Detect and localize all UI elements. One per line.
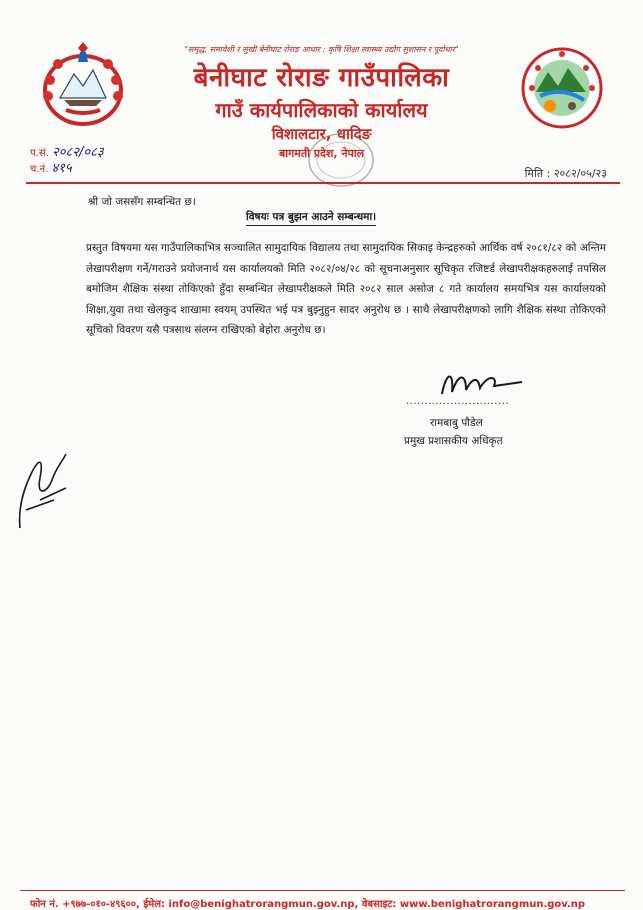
receiver-signature-icon: [10, 448, 80, 538]
letter-date: मिति : २०८२/०५/२३: [524, 167, 607, 180]
recipient-line: श्री जो जससँग सम्बन्धित छ।: [88, 196, 196, 208]
dispatch-label: च.नं.: [30, 164, 52, 175]
municipality-name: बेनीघाट रोराङ गाउँपालिका: [193, 63, 450, 93]
footer-divider: [20, 890, 625, 891]
office-name: गाउँ कार्यपालिकाको कार्यालय: [215, 98, 428, 122]
header-divider: [26, 182, 620, 184]
signer-title: प्रमुख प्रशासकीय अधिकृत: [404, 435, 503, 447]
dispatch-value: ४१५: [51, 161, 72, 176]
reference-value: २०८२/०८३: [51, 145, 104, 160]
letter-subject: विषयः पत्र बुझन आउने सम्बन्धमा।: [246, 210, 376, 226]
letter-body: प्रस्तुत विषयमा यस गाउँपालिकाभित्र सञ्चालित सामुदायिक विद्यालय तथा सामुदायिक सिकाइ केन्द्रहरुको आर्थिक वर्ष २०८१/८२ को अन्तिम लेखापरीक्षण गर्ने/गराउने प्रयोजनार्थ यस कार्यालयको मिति २०८२/०४/२८ को सूचनाअनुसार सूचिकृत रजिष्टर्ड लेखापरीक्षकहरुलाई तपसिल बमोजिम शैक्षिक संस्था तोकिएको हुँदा सम्बन्धित लेखापरीक्षकले मिति २०८२ साल असोज ८ गते कार्यालय समयभित्र यस कार्यालयको शिक्षा,युवा तथा खेलकुद शाखामा स्वयम् उपस्थित भई पत्र बुझ्नुहुन सादर अनुरोध छ । साथै लेखापरीक्षणको लागि शैक्षिक संस्था तोकिएको सूचिको विवरण यसै पत्रसाथ संलग्न राखिएको बेहोरा अनुरोध छ।: [86, 242, 606, 336]
reference-label: प.सं.: [30, 148, 52, 159]
dispatch-number: [30, 158, 72, 176]
header-slogan: "समृद्ध, समावेशी र सुखी बेनीघाट रोराङ आधार : कृषि शिक्षा स्वास्थ्य उद्योग सुशासन र पूर्वाधार": [184, 45, 459, 54]
signature-dots: ............................: [406, 396, 510, 407]
address-line1: विशालटार, धादिङ: [271, 125, 372, 143]
signer-name: रामबाबु पौडेल: [430, 417, 483, 429]
address-line2: बागमती प्रदेश, नेपाल: [278, 147, 365, 160]
office-stamp-icon: [305, 130, 377, 190]
footer-contact: फोन नं. +९७७-०१०-४९६००, ईमेल: info@benighatrorangmun.gov.np, वेबसाइट: www.benighatrorangmun.gov.np: [30, 899, 586, 910]
